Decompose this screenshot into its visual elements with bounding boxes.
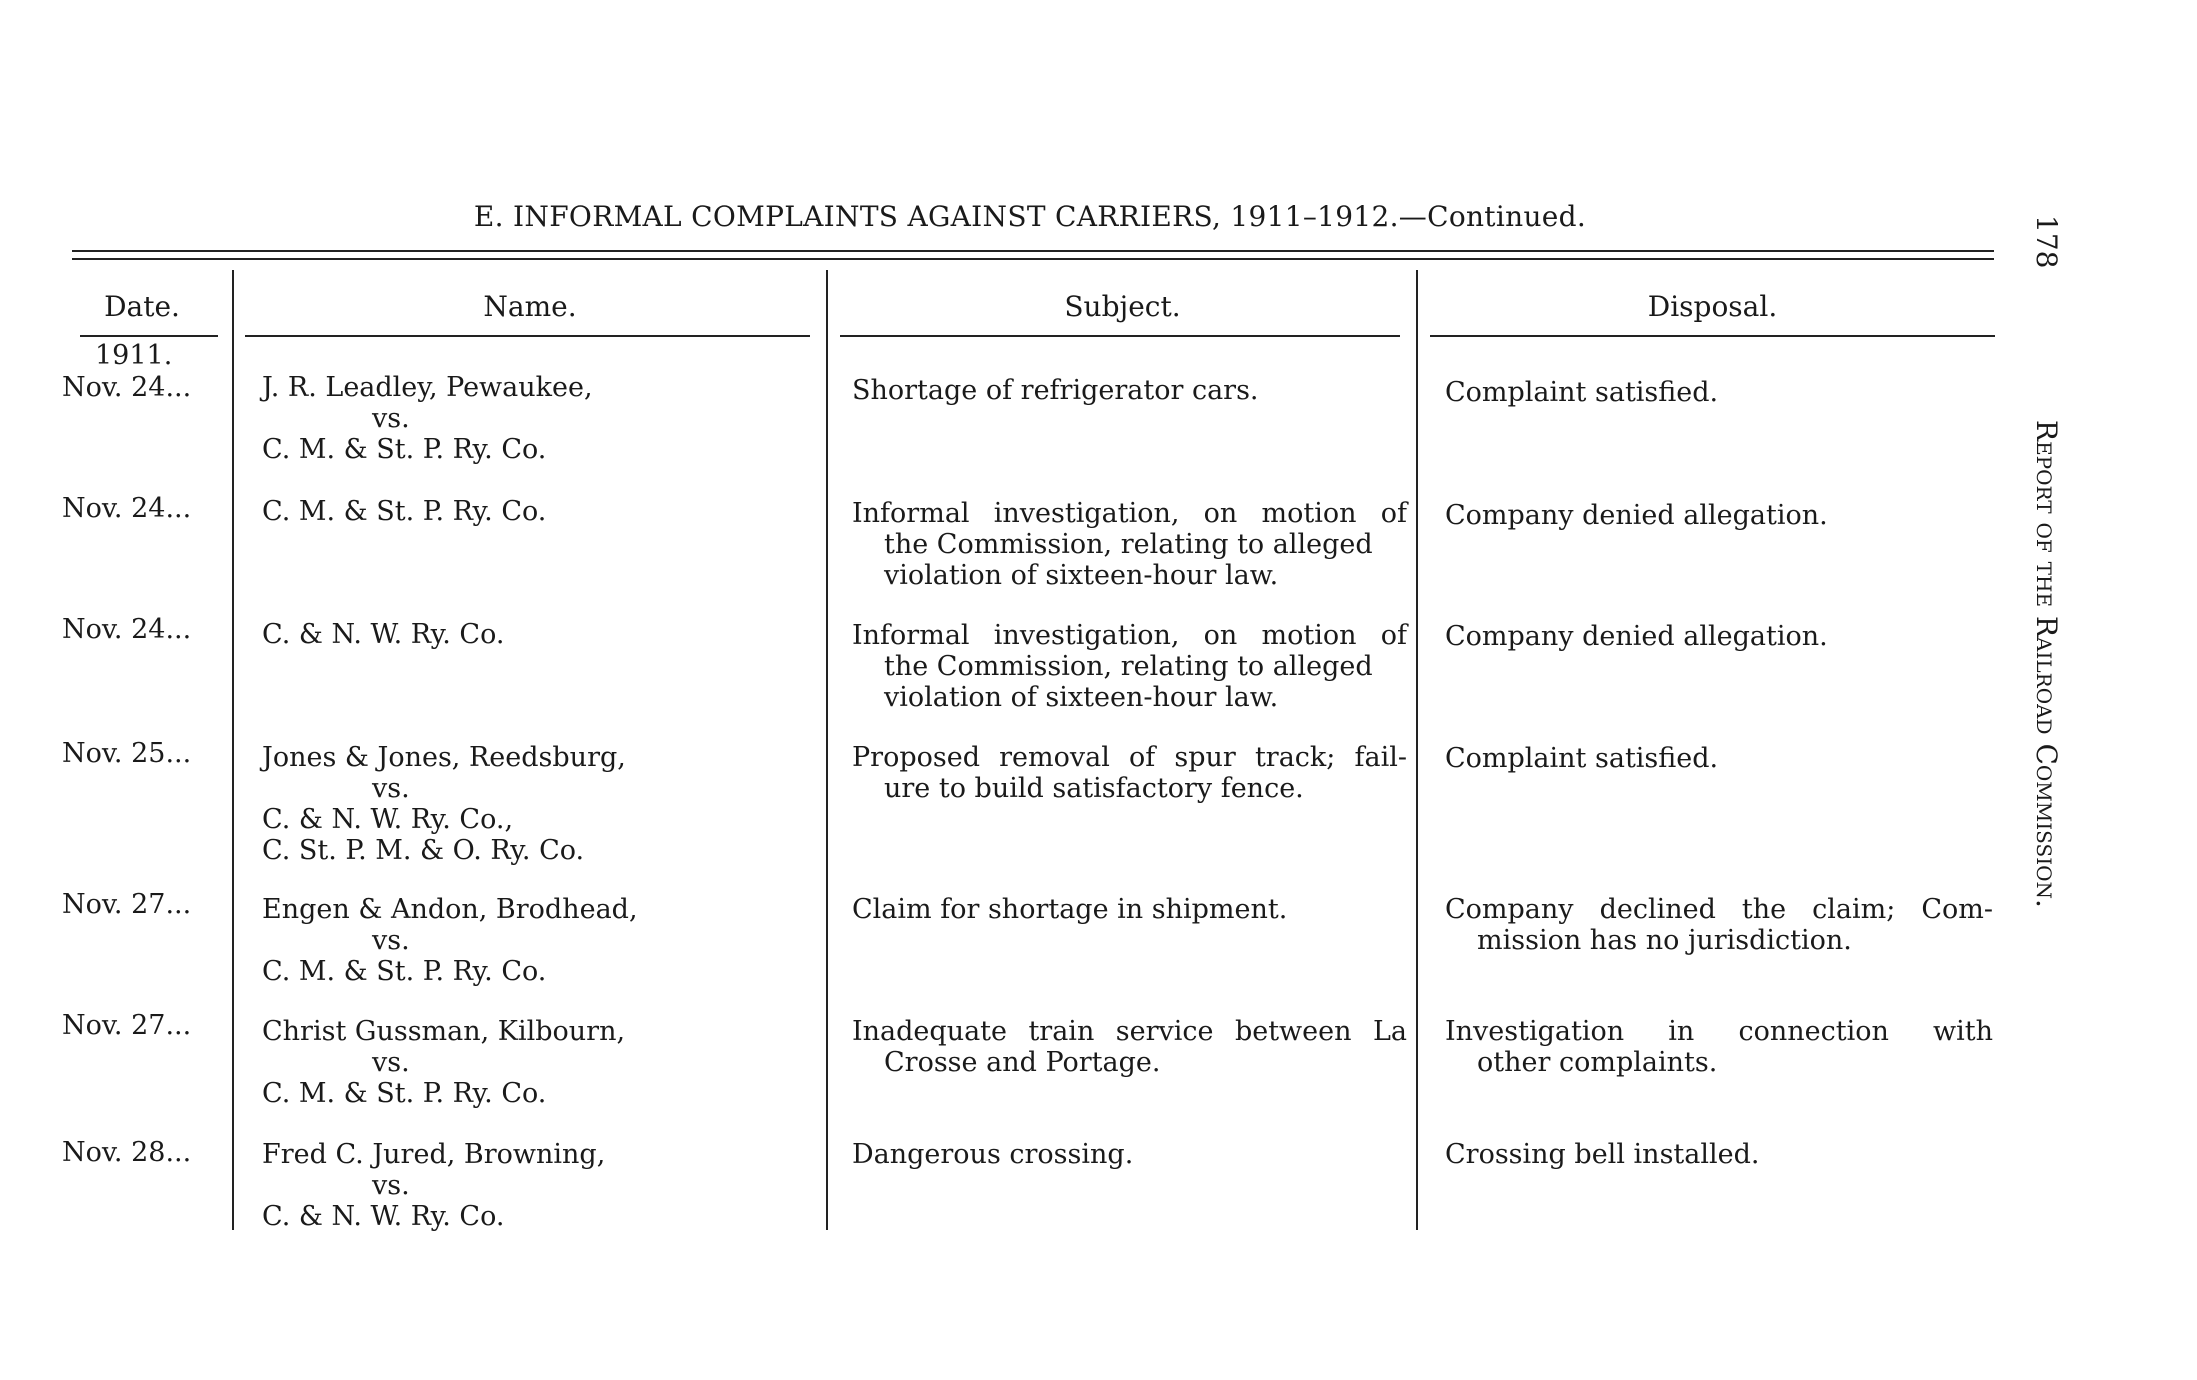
row-name: C. & N. W. Ry. Co. [262, 619, 505, 650]
row-disposal: Complaint satisfied. [1445, 377, 1719, 408]
row-subject: Informal investigation, on motion of the Commission, relating to alleged violation of sixteen-hour law. [852, 498, 1407, 591]
row-date: Nov. 24... [62, 614, 192, 645]
row-date: Nov. 24... [62, 493, 192, 524]
row-disposal: Complaint satisfied. [1445, 743, 1719, 774]
row-date: Nov. 27... [62, 1010, 192, 1041]
row-subject: Claim for shortage in shipment. [852, 894, 1288, 925]
row-subject: Shortage of refrigerator cars. [852, 375, 1259, 406]
row-disposal: Company denied allegation. [1445, 621, 1828, 652]
row-subject: Informal investigation, on motion of the Commission, relating to alleged violation of sixteen-hour law. [852, 620, 1407, 713]
row-name: Christ Gussman, Kilbourn, vs. C. M. & St. P. Ry. Co. [262, 1016, 626, 1109]
table-title: E. INFORMAL COMPLAINTS AGAINST CARRIERS, 1911–1912.—Continued. [473, 200, 1587, 233]
row-date: Nov. 24... [62, 372, 192, 403]
row-disposal: Company declined the claim; Com- mission has no jurisdiction. [1445, 894, 1993, 956]
header-rule-subject [840, 335, 1400, 337]
header-rule-date [80, 335, 218, 337]
row-disposal: Crossing bell installed. [1445, 1139, 1760, 1170]
page-number: 178 [2030, 215, 2063, 269]
row-disposal: Company denied allegation. [1445, 500, 1828, 531]
year-label: 1911. [95, 340, 173, 371]
row-name: Jones & Jones, Reedsburg, vs. C. & N. W. Ry. Co., C. St. P. M. & O. Ry. Co. [262, 742, 626, 866]
header-rule-name [245, 335, 810, 337]
running-title: Report of the Railroad Commission. [2030, 420, 2063, 908]
header-rule-disposal [1430, 335, 1995, 337]
row-date: Nov. 27... [62, 889, 192, 920]
row-subject: Dangerous crossing. [852, 1139, 1134, 1170]
title-rule-bottom [72, 258, 1994, 260]
column-header-subject: Subject. [1064, 290, 1181, 323]
row-subject: Inadequate train service between La Crosse and Portage. [852, 1016, 1407, 1078]
column-header-disposal: Disposal. [1647, 290, 1778, 323]
column-divider-date [232, 270, 234, 1230]
row-name: J. R. Leadley, Pewaukee, vs. C. M. & St. P. Ry. Co. [262, 372, 593, 465]
row-date: Nov. 25... [62, 738, 192, 769]
row-disposal: Investigation in connection with other complaints. [1445, 1016, 1993, 1078]
row-subject: Proposed removal of spur track; fail- ure to build satisfactory fence. [852, 742, 1407, 804]
running-header [2030, 215, 2063, 908]
column-header-date: Date. [104, 290, 180, 323]
row-name: Engen & Andon, Brodhead, vs. C. M. & St. P. Ry. Co. [262, 894, 638, 987]
row-date: Nov. 28... [62, 1137, 192, 1168]
row-name: C. M. & St. P. Ry. Co. [262, 496, 547, 527]
title-rule-top [72, 250, 1994, 252]
column-header-name: Name. [483, 290, 577, 323]
column-divider-name [826, 270, 828, 1230]
column-divider-subject [1416, 270, 1418, 1230]
row-name: Fred C. Jured, Browning, vs. C. & N. W. Ry. Co. [262, 1139, 606, 1232]
